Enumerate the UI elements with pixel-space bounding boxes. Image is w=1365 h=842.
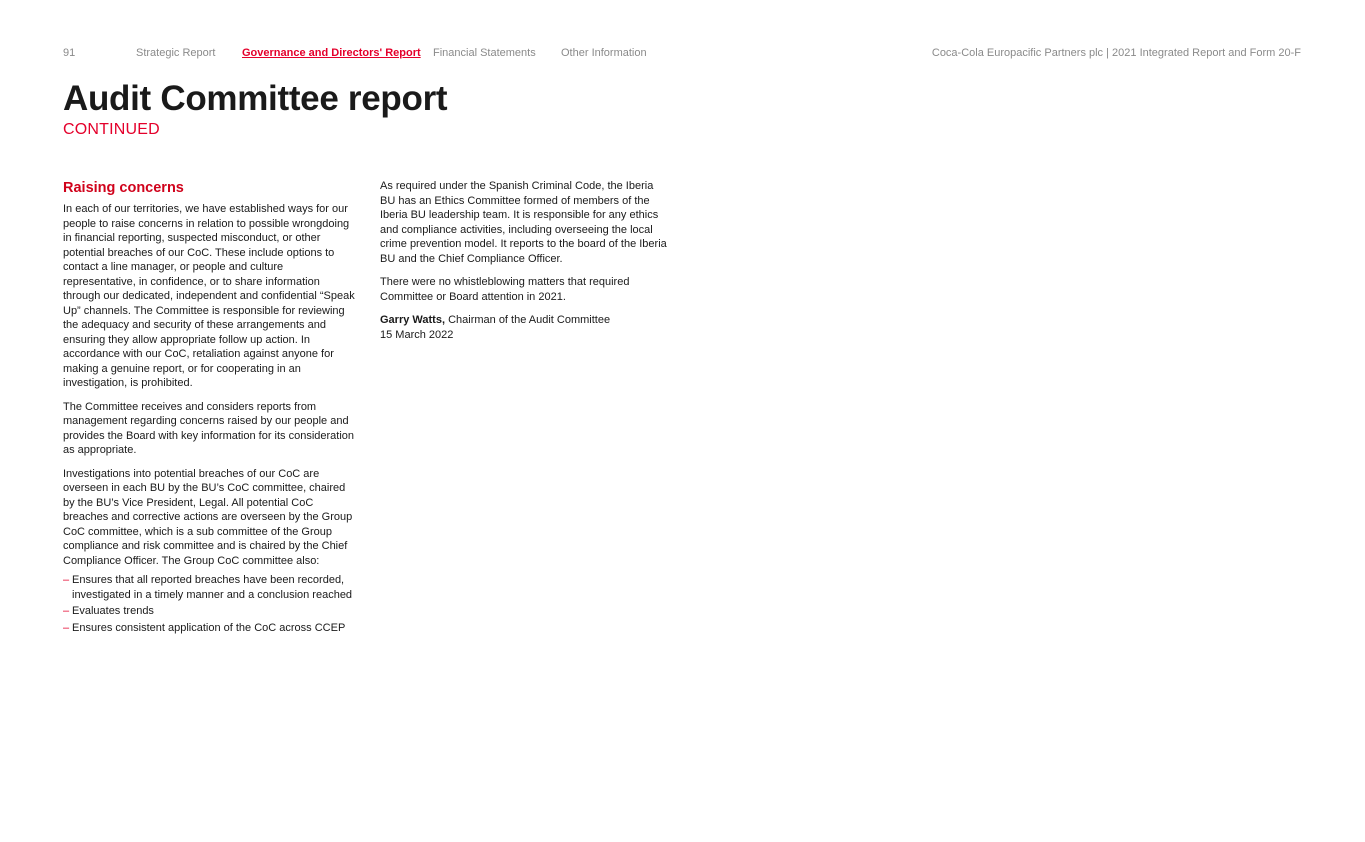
report-name: 2021 Integrated Report and Form 20-F	[1112, 47, 1301, 59]
paragraph: Investigations into potential breaches of our CoC are overseen in each BU by the BU’s CoC committee, chaired by the BU’s Vice President, Legal. All potential CoC breaches and corrective actions are overseen by the Group CoC committee, which is a sub committee of the Group compliance and risk committee and is chaired by the Chief Compliance Officer. The Group CoC committee also:	[63, 467, 353, 567]
list-item-text: Ensures that all reported breaches have been recorded, investigated in a timely manner and a conclusion reached	[72, 574, 353, 601]
signoff-role: Chairman of the Audit Committee	[448, 314, 611, 326]
paragraph: In each of our territories, we have established ways for our people to raise concerns in relation to possible wrongdoing in financial reporting, suspected misconduct, or other potential breaches of our CoC. These include options to contact a line manager, or people and culture representative, in confidence, or to share information through our dedicated, independent and confidential “Speak Up” channels. The Committee is responsible for reviewing the adequacy and security of these arrangements and ensuring they allow appropriate follow up action. In accordance with our CoC, retaliation against anyone for making a genuine report, or for cooperating in an investigation, is prohibited.	[63, 203, 355, 389]
list-item	[63, 573, 355, 602]
nav-governance-directors-report[interactable]: Governance and Directors' Report	[242, 47, 421, 59]
bullet-dash: –	[63, 621, 70, 634]
nav-financial-statements[interactable]: Financial Statements	[433, 47, 536, 59]
list-item	[63, 621, 355, 636]
list-item-text: Evaluates trends	[72, 605, 154, 617]
nav-other-information[interactable]: Other Information	[561, 47, 647, 59]
signoff	[380, 313, 670, 342]
page-title: Audit Committee report	[63, 79, 448, 118]
signoff-name: Garry Watts,	[380, 314, 446, 326]
report-identity	[932, 47, 1301, 59]
list-item-text: Ensures consistent application of the CoC across CCEP	[72, 621, 346, 634]
top-navigation	[63, 47, 1301, 61]
page-number: 91	[63, 47, 76, 59]
signoff-date: 15 March 2022	[380, 328, 454, 341]
company-name: Coca-Cola Europacific Partners plc	[931, 47, 1104, 59]
separator: |	[1106, 47, 1109, 59]
right-column	[380, 179, 670, 342]
bullet-list	[63, 573, 355, 635]
bullet-dash: –	[63, 605, 70, 617]
section-heading: Raising concerns	[63, 180, 184, 196]
nav-strategic-report[interactable]: Strategic Report	[136, 47, 216, 59]
left-column	[63, 179, 355, 637]
page-subtitle: CONTINUED	[63, 121, 160, 138]
paragraph: There were no whistleblowing matters that required Committee or Board attention in 2021.	[380, 276, 630, 303]
bullet-dash: –	[63, 574, 70, 586]
paragraph: As required under the Spanish Criminal Code, the Iberia BU has an Ethics Committee formed of members of the Iberia BU leadership team. It is responsible for any ethics and compliance activities, including overseeing the local crime prevention model. It reports to the board of the Iberia BU and the Chief Compliance Officer.	[380, 180, 667, 265]
paragraph: The Committee receives and considers reports from management regarding concerns raised by our people and provides the Board with key information for its consideration as appropriate.	[63, 400, 355, 456]
list-item	[63, 604, 355, 619]
